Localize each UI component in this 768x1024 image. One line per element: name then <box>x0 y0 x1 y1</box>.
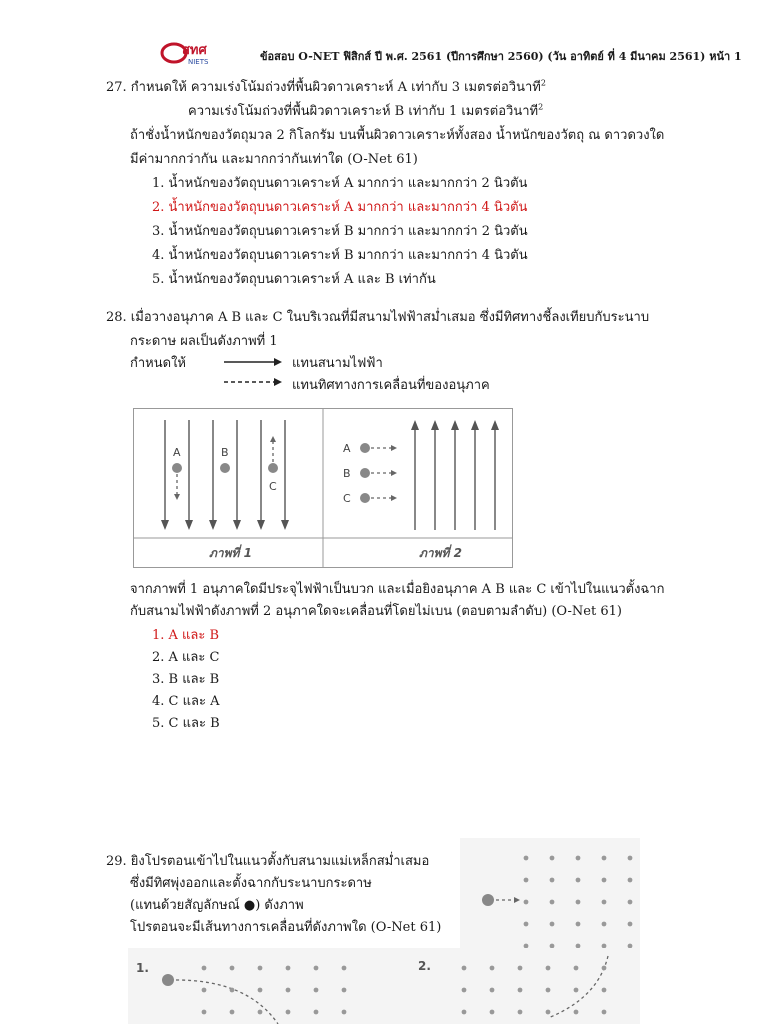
field-dot <box>524 856 529 861</box>
field-dot <box>602 856 607 861</box>
field-dot <box>576 922 581 927</box>
option1-proton <box>162 974 174 986</box>
field-dot <box>628 878 633 883</box>
field-dot <box>550 878 555 883</box>
q28-choice-1-answer[interactable]: 1. A และ B <box>152 628 220 643</box>
legend-motion-label: แทนทิศทางการเคลื่อนที่ของอนุภาค <box>292 378 490 393</box>
field-dot <box>574 988 579 993</box>
particle-c-label: C <box>269 480 277 493</box>
legend-arrows <box>222 354 282 388</box>
q27-choice-1[interactable]: 1. น้ำหนักของวัตถุบนดาวเคราะห์ A มากกว่า และมากกว่า 2 นิวตัน <box>152 176 528 191</box>
field-dot <box>546 966 551 971</box>
particle-b <box>220 463 230 473</box>
field-dot <box>258 1010 263 1015</box>
q27-choice-5[interactable]: 5. น้ำหนักของวัตถุบนดาวเคราะห์ A และ B เท่ากัน <box>152 272 436 287</box>
q27-sup-2: 2 <box>538 102 544 112</box>
q29-main-figure <box>460 838 640 948</box>
figure-2-field-lines <box>411 420 499 530</box>
field-dot <box>550 922 555 927</box>
legend-field-label: แทนสนามไฟฟ้า <box>292 356 383 371</box>
q27-choice-4[interactable]: 4. น้ำหนักของวัตถุบนดาวเคราะห์ B มากกว่า และมากกว่า 4 นิวตัน <box>152 248 528 263</box>
field-dot <box>490 988 495 993</box>
field-dot <box>602 878 607 883</box>
q27-stem-2: ความเร่งโน้มถ่วงที่พื้นผิวดาวเคราะห์ B เท่ากับ 1 เมตรต่อวินาที <box>188 104 539 119</box>
field-dot <box>462 966 467 971</box>
field-dot <box>314 1010 319 1015</box>
q28-given: กำหนดให้ <box>130 356 186 371</box>
q27-stem-4: มีค่ามากกว่ากัน และมากกว่ากันเท่าใด (O-Net 61) <box>130 152 418 167</box>
figure-2-particles <box>343 442 397 505</box>
field-dot <box>628 922 633 927</box>
field-dot <box>602 966 607 971</box>
field-dot <box>602 988 607 993</box>
field-dot <box>574 966 579 971</box>
field-dot <box>230 966 235 971</box>
figure-1-caption: ภาพที่ 1 <box>209 546 252 560</box>
field-dot <box>602 900 607 905</box>
field-dot <box>550 856 555 861</box>
field-dot <box>576 878 581 883</box>
q28-after-2: กับสนามไฟฟ้าดังภาพที่ 2 อนุภาคใดจะเคลื่อนที่โดยไม่เบน (ตอบตามลำดับ) (O-Net 61) <box>130 604 622 619</box>
field-dot <box>286 966 291 971</box>
q29-line-1: 29. ยิงโปรตอนเข้าไปในแนวตั้งกับสนามแม่เหล็กสม่ำเสมอ <box>106 854 430 869</box>
q28-stem-2: กระดาษ ผลเป็นดังภาพที่ 1 <box>130 334 278 349</box>
q29-line-4: โปรตอนจะมีเส้นทางการเคลื่อนที่ดังภาพใด (O-Net 61) <box>130 920 442 935</box>
field-dot <box>258 966 263 971</box>
field-dot <box>518 988 523 993</box>
field-dot <box>576 900 581 905</box>
q27-stem-3: ถ้าชั่งน้ำหนักของวัตถุมวล 2 กิโลกรัม บนพื้นผิวดาวเคราะห์ทั้งสอง น้ำหนักของวัตถุ ณ ดาวดวงใด <box>130 128 665 143</box>
figure-1-particles <box>172 436 278 500</box>
q29-line-2: ซึ่งมีทิศพุ่งออกและตั้งฉากกับระนาบกระดาษ <box>130 876 372 891</box>
particle-a <box>172 463 182 473</box>
fig2-particle-a-label: A <box>343 442 351 455</box>
logo-sub: NIETS <box>188 58 209 66</box>
field-dot <box>314 966 319 971</box>
particle-b-label: B <box>221 446 229 459</box>
figure-2-caption: ภาพที่ 2 <box>419 546 462 560</box>
field-dot <box>546 1010 551 1015</box>
q29-option-2: 2. <box>418 959 431 973</box>
q27-choice-2-answer[interactable]: 2. น้ำหนักของวัตถุบนดาวเคราะห์ A มากกว่า และมากกว่า 4 นิวตัน <box>152 200 528 215</box>
q27-stem-1: 27. กำหนดให้ ความเร่งโน้มถ่วงที่พื้นผิวดาวเคราะห์ A เท่ากับ 3 เมตรต่อวินาที <box>106 80 541 95</box>
q27-sup-1: 2 <box>540 78 546 88</box>
field-dot <box>314 988 319 993</box>
field-dot <box>202 1010 207 1015</box>
field-dot <box>574 1010 579 1015</box>
q27-choice-3[interactable]: 3. น้ำหนักของวัตถุบนดาวเคราะห์ B มากกว่า และมากกว่า 2 นิวตัน <box>152 224 528 239</box>
field-dot <box>342 966 347 971</box>
field-dot <box>628 856 633 861</box>
q28-choice-3[interactable]: 3. B และ B <box>152 672 220 687</box>
field-dot <box>550 900 555 905</box>
field-dot <box>490 966 495 971</box>
field-dot <box>202 988 207 993</box>
field-dot <box>518 1010 523 1015</box>
particle-c <box>268 463 278 473</box>
field-dot <box>462 988 467 993</box>
header-text: ข้อสอบ O-NET ฟิสิกส์ ปี พ.ศ. 2561 (ปีการศึกษา 2560) (วัน อาทิตย์ ที่ 4 มีนาคม 2561) หน้า 1 <box>260 50 742 63</box>
q28-after-1: จากภาพที่ 1 อนุภาคใดมีประจุไฟฟ้าเป็นบวก และเมื่อยิงอนุภาค A B และ C เข้าไปในแนวตั้งฉาก <box>130 582 665 597</box>
q29-line-3: (แทนด้วยสัญลักษณ์ ●) ดังภาพ <box>130 898 304 913</box>
proton <box>482 894 494 906</box>
q28-choice-5[interactable]: 5. C และ B <box>152 716 220 731</box>
field-dot <box>524 900 529 905</box>
field-dot <box>342 1010 347 1015</box>
figure-1-field-lines <box>161 420 289 530</box>
q29-options-figure <box>128 948 640 1024</box>
field-dot <box>230 988 235 993</box>
q29-option-1: 1. <box>136 961 149 975</box>
field-dot <box>602 922 607 927</box>
field-dot <box>258 988 263 993</box>
field-dot <box>518 966 523 971</box>
field-dot <box>524 922 529 927</box>
field-dot <box>286 988 291 993</box>
fig2-particle-b-label: B <box>343 467 351 480</box>
field-dot <box>576 856 581 861</box>
field-figure <box>133 408 513 568</box>
q28-choice-4[interactable]: 4. C และ A <box>152 694 220 709</box>
field-dot <box>628 900 633 905</box>
field-dot <box>602 1010 607 1015</box>
field-dot <box>462 1010 467 1015</box>
field-dot <box>490 1010 495 1015</box>
q28-stem-1: 28. เมื่อวางอนุภาค A B และ C ในบริเวณที่มีสนามไฟฟ้าสม่ำเสมอ ซึ่งมีทิศทางชี้ลงเทียบกับระนาบ <box>106 310 650 325</box>
field-dot <box>524 878 529 883</box>
logo-text: สทศ <box>182 43 207 58</box>
field-dot <box>342 988 347 993</box>
fig2-particle-c-label: C <box>343 492 351 505</box>
field-dot <box>286 1010 291 1015</box>
field-dot <box>202 966 207 971</box>
field-dot <box>230 1010 235 1015</box>
q28-choice-2[interactable]: 2. A และ C <box>152 650 220 665</box>
field-dot <box>546 988 551 993</box>
particle-a-label: A <box>173 446 181 459</box>
niets-logo <box>160 40 230 66</box>
